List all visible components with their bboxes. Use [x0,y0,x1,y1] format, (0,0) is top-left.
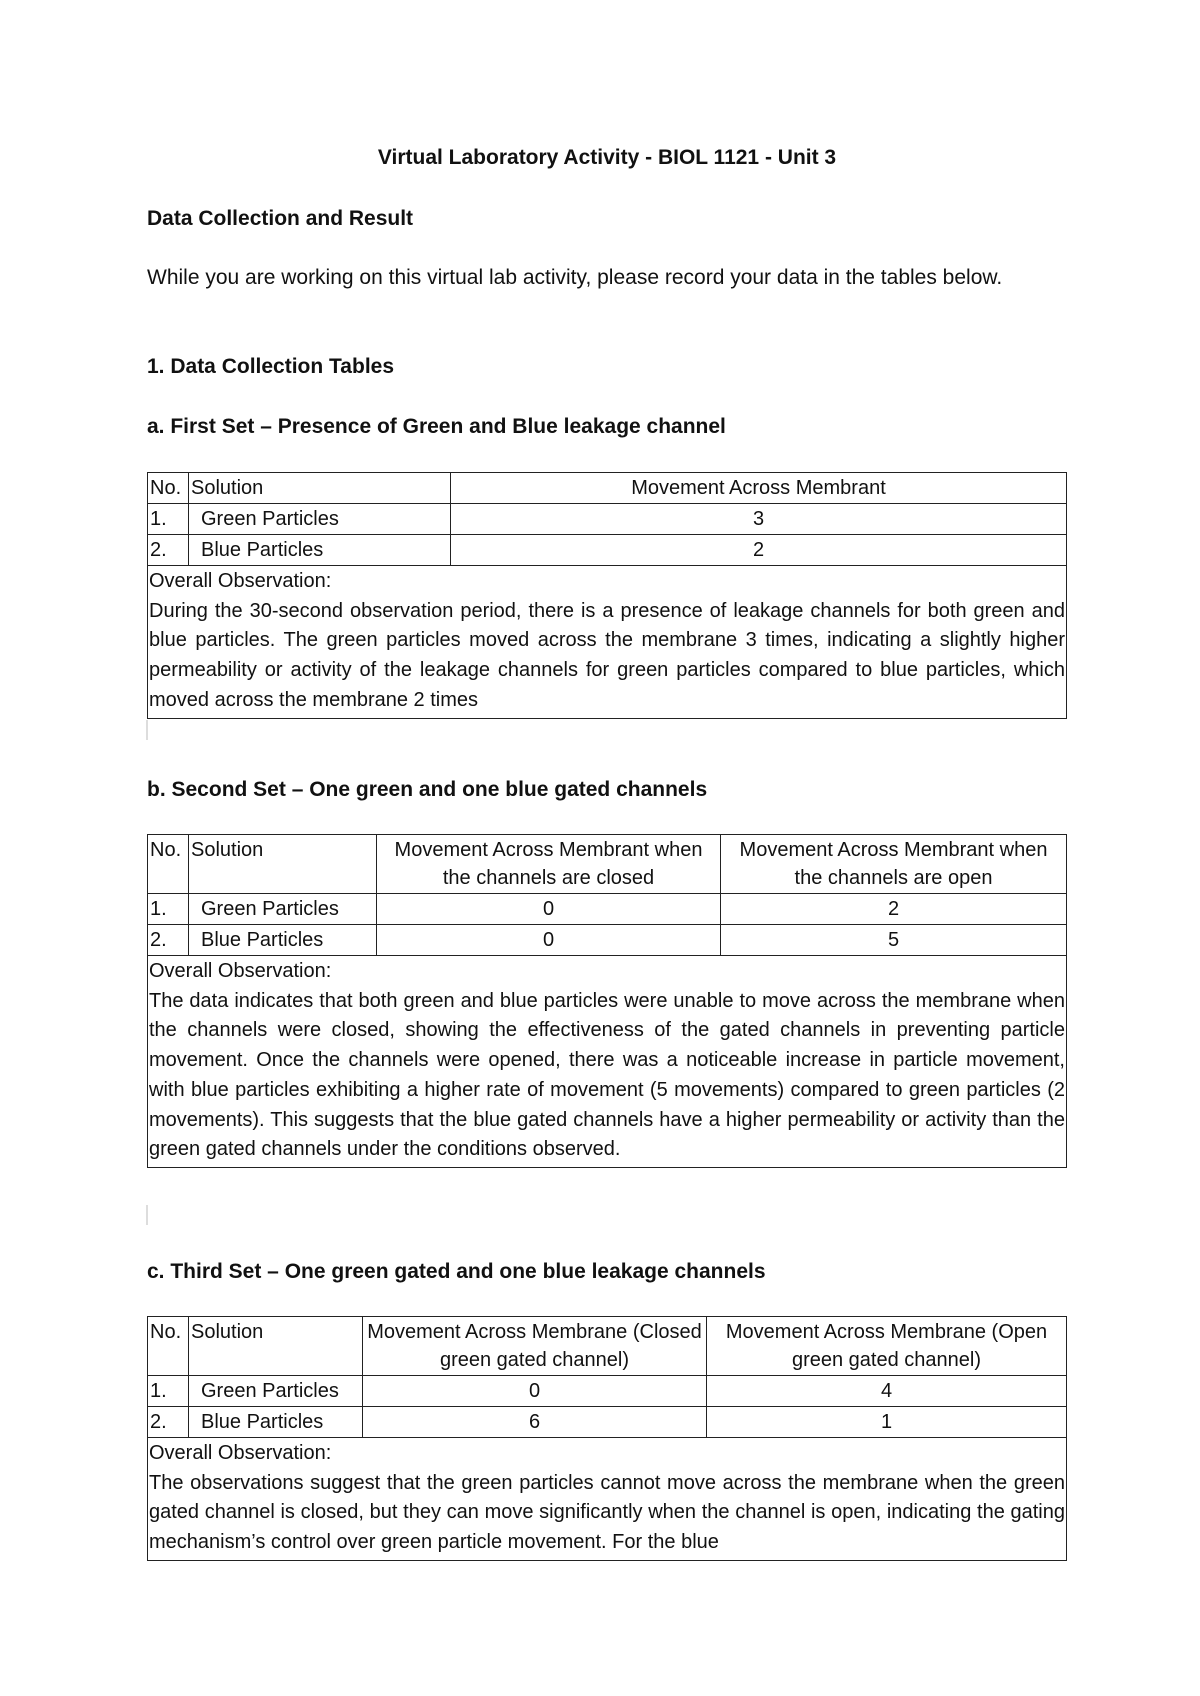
set-c-table [147,1316,1067,1561]
set-b-table [147,834,1067,1168]
row-no: 1. [148,504,189,535]
observation-text: The observations suggest that the green particles cannot move across the membrane when the green gated channel is closed, but they can move significantly when the channel is open, indicating the gating mechanism’s control over green particle movement. For the blue [149,1471,1065,1554]
header-open: Movement Across Membrant when the channels are open [721,835,1067,894]
header-no: No. [148,835,189,894]
row-solution: Blue Particles [189,925,377,956]
table-header-row [148,473,1067,504]
row-no: 2. [148,1407,189,1438]
row-no: 1. [148,894,189,925]
observation-cell [148,956,1067,1168]
row-open: 4 [707,1376,1067,1407]
header-solution: Solution [189,1317,363,1376]
row-closed: 0 [377,925,721,956]
header-solution: Solution [189,473,451,504]
observation-row [148,1438,1067,1561]
row-value: 2 [451,535,1067,566]
observation-row [148,566,1067,719]
row-closed: 6 [363,1407,707,1438]
observation-text: During the 30-second observation period, there is a presence of leakage channels for both green and blue particles. The green particles moved across the membrane 3 times, indicating a slightly higher permeability or activity of the leakage channels for green particles compared to blue particles, which moved across the membrane 2 times [149,599,1065,711]
header-closed: Movement Across Membrant when the channels are closed [377,835,721,894]
header-open: Movement Across Membrane (Open green gated channel) [707,1317,1067,1376]
observation-row [148,956,1067,1168]
row-solution: Blue Particles [189,1407,363,1438]
table-row [148,535,1067,566]
observation-label: Overall Observation: [149,960,332,982]
header-no: No. [148,473,189,504]
row-closed: 0 [377,894,721,925]
intro-paragraph: While you are working on this virtual lab activity, please record your data in the tables below. [147,266,1003,289]
table-row [148,504,1067,535]
row-solution: Green Particles [189,504,451,535]
edit-marker [146,1205,148,1225]
table-header-row [148,835,1067,894]
row-solution: Blue Particles [189,535,451,566]
observation-cell [148,566,1067,719]
table-row [148,1376,1067,1407]
page-title: Virtual Laboratory Activity - BIOL 1121 - Unit 3 [377,146,837,169]
row-closed: 0 [363,1376,707,1407]
set-b-heading: b. Second Set – One green and one blue gated channels [147,778,708,801]
header-solution: Solution [189,835,377,894]
row-solution: Green Particles [189,894,377,925]
header-closed: Movement Across Membrane (Closed green gated channel) [363,1317,707,1376]
observation-label: Overall Observation: [149,1442,332,1464]
row-no: 1. [148,1376,189,1407]
header-no: No. [148,1317,189,1376]
table-header-row [148,1317,1067,1376]
header-movement: Movement Across Membrant [451,473,1067,504]
observation-cell [148,1438,1067,1561]
row-no: 2. [148,535,189,566]
set-a-heading: a. First Set – Presence of Green and Blue leakage channel [147,415,726,438]
list-heading: 1. Data Collection Tables [147,355,395,378]
table-row [148,894,1067,925]
row-open: 1 [707,1407,1067,1438]
set-c-heading: c. Third Set – One green gated and one blue leakage channels [147,1260,766,1283]
row-value: 3 [451,504,1067,535]
section-heading: Data Collection and Result [147,207,414,230]
row-solution: Green Particles [189,1376,363,1407]
edit-marker [146,720,148,740]
observation-label: Overall Observation: [149,570,332,592]
table-row [148,1407,1067,1438]
set-a-table [147,472,1067,719]
row-open: 2 [721,894,1067,925]
observation-text: The data indicates that both green and blue particles were unable to move across the membrane when the channels were closed, showing the effectiveness of the gated channels in preventing particle movement. Once the channels were opened, there was a noticeable increase in particle movement, with blue particles exhibiting a higher rate of movement (5 movements) compared to green particles (2 movements). This suggests that the blue gated channels have a higher permeability or activity than the green gated channels under the conditions observed. [149,989,1065,1161]
table-row [148,925,1067,956]
row-open: 5 [721,925,1067,956]
row-no: 2. [148,925,189,956]
